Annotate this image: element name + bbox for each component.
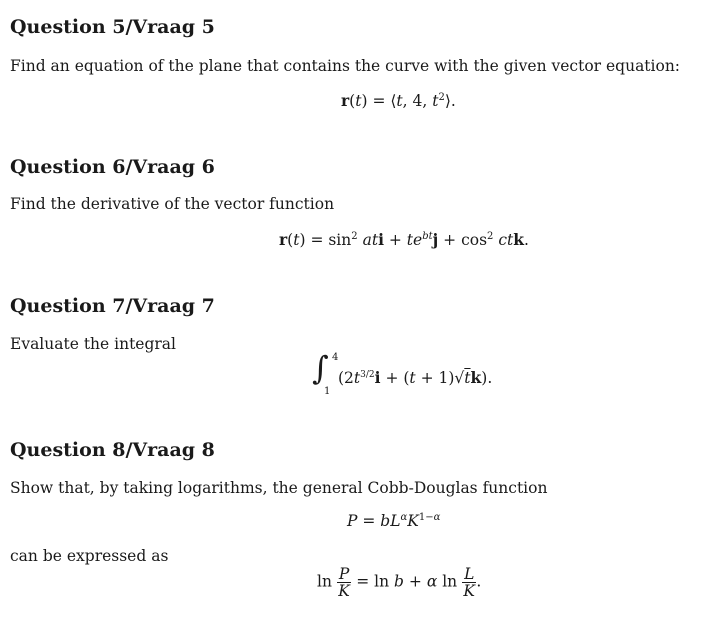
question-7-text: Evaluate the integral bbox=[10, 335, 177, 353]
question-8-text: Show that, by taking logarithms, the general Cobb-Douglas function bbox=[10, 479, 548, 497]
cobb-douglas-equation: $P = bL^\alpha K^{1-\alpha}$ bbox=[347, 511, 441, 530]
question-7-title: Question 7/Vraag 7 bbox=[10, 295, 215, 317]
question-5-text: Find an equation of the plane that contains the curve with the given vector equation: bbox=[10, 57, 681, 75]
question-6-equation: $r(t) = \sin^2$ ati + $te^{bt}j + \cos^2$ ctk. bbox=[279, 230, 529, 249]
question-5-equation: r(t) = ⟨t, 4, $t^2⟩$. bbox=[341, 91, 456, 110]
question-8-title: Question 8/Vraag 8 bbox=[10, 439, 215, 461]
question-7-integral bbox=[312, 350, 512, 400]
fraction-l-over-k: $\frac{L}{K}$ bbox=[463, 565, 476, 600]
question-5-title: Question 5/Vraag 5 bbox=[10, 16, 215, 38]
question-6-title: Question 6/Vraag 6 bbox=[10, 156, 215, 178]
integrand: $(2t^{3/2}i + (t + 1)√tk)$. bbox=[338, 368, 493, 387]
fraction-p-over-k: $\frac{P}{K}$ bbox=[338, 565, 350, 600]
integral-upper-limit: 4 bbox=[332, 352, 339, 363]
log-equation: ln $\frac{P}{K}$ = ln b + α ln $\frac{L}{K}$ . bbox=[317, 565, 482, 600]
question-6-text: Find the derivative of the vector function bbox=[10, 195, 335, 213]
integral-lower-limit: 1 bbox=[324, 386, 331, 397]
question-8-text-2: can be expressed as bbox=[10, 547, 169, 565]
integral-sign: ∫ bbox=[312, 349, 329, 387]
